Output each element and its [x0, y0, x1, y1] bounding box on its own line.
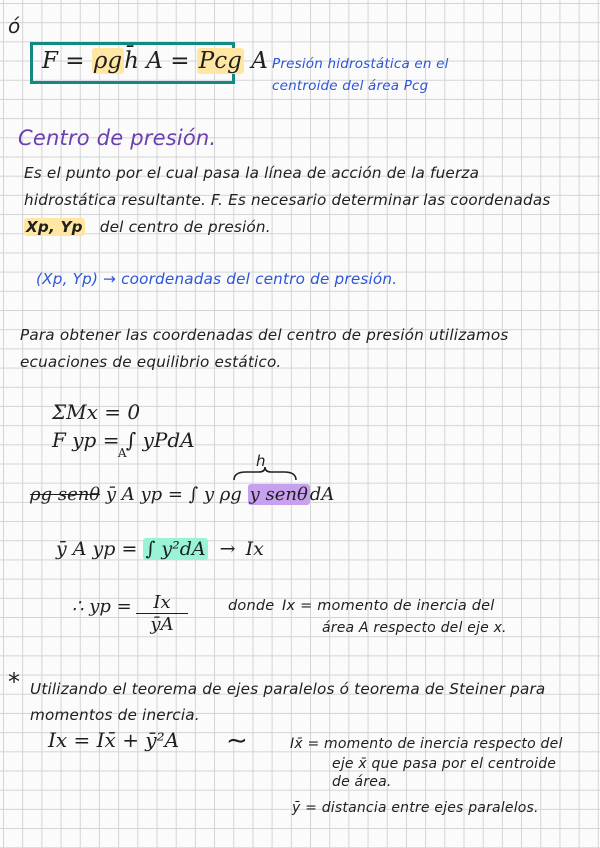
h-bar: h̄	[124, 48, 139, 74]
integral-term-1	[117, 428, 195, 460]
xp-yp-highlight: Xp, Yp	[26, 218, 83, 236]
integral-y-squared-highlight: ∫ y²dA	[145, 538, 206, 560]
formula-note-line-1: Presión hidrostática en el	[272, 56, 449, 72]
curved-arrow-icon: →	[219, 538, 236, 560]
area-symbol-2: A	[251, 48, 268, 74]
hydrostatic-force-formula	[42, 48, 268, 74]
equilibrium-intro-line-1: Para obtener las coordenadas del centro de presión utilizamos	[20, 326, 509, 344]
steiner-intro-line-2: momentos de inercia.	[30, 706, 200, 724]
coordinates-note	[36, 270, 397, 288]
rho-g-highlight: ρg	[93, 48, 123, 74]
fraction-numerator: Ix	[153, 592, 171, 613]
area-symbol: A	[146, 48, 163, 74]
fraction-denominator: ȳA	[150, 614, 174, 635]
yp-fraction	[136, 592, 188, 635]
definition-line-2: hidrostática resultante. F. Es necesario determinar las coordenadas	[24, 191, 551, 209]
definition-line-3-rest: del centro de presión.	[99, 218, 271, 236]
equals-sign: =	[65, 48, 85, 74]
tilde-connector-icon: ∼	[226, 726, 248, 756]
steiner-intro-line-1: Utilizando el teorema de ejes paralelos ó teorema de Steiner para	[30, 680, 546, 698]
moment-equation: ΣMx = 0	[52, 400, 141, 424]
y-bar-a-yp: ȳ A yp =	[105, 484, 183, 505]
donde-label: donde	[228, 598, 275, 614]
y-bar-a-yp-2: ȳ A yp =	[56, 538, 138, 560]
f-yp-term: F yp =	[52, 428, 120, 452]
force-moment-equation	[52, 428, 195, 460]
ix-definition-line-1: Ix = momento de inercia del	[282, 598, 495, 614]
section-title: Centro de presión.	[18, 126, 217, 150]
therefore-symbol: ∴	[72, 596, 84, 617]
steiner-def-line-1: Ix̄ = momento de inercia respecto del	[290, 736, 563, 752]
equilibrium-intro-line-2: ecuaciones de equilibrio estático.	[20, 353, 282, 371]
yp-equals: yp =	[89, 596, 132, 617]
substitution-equation	[30, 484, 334, 505]
steiner-def-line-4: ȳ = distancia entre ejes paralelos.	[292, 800, 539, 816]
formula-note-line-2: centroide del área Pcg	[272, 78, 429, 94]
integral-expression-1: ∫ yPdA	[125, 428, 195, 452]
integral-y-rho-g: ∫ y ρg	[188, 484, 242, 505]
steiner-formula: Ix = Ix̄ + ȳ²A	[48, 728, 180, 752]
definition-line-1: Es el punto por el cual pasa la línea de acción de la fuerza	[24, 164, 480, 182]
cancelled-rho-g-sen: ρg senθ	[30, 484, 101, 505]
y-sen-theta-highlight: y senθ	[249, 484, 308, 505]
force-symbol: F	[42, 48, 58, 74]
yp-result	[72, 596, 132, 617]
coordinates-note-text: coordenadas del centro de presión.	[121, 270, 398, 288]
steiner-def-line-2: eje x̄ que pasa por el centroide	[332, 756, 557, 772]
definition-line-3	[24, 218, 271, 236]
equals-sign-2: =	[170, 48, 190, 74]
integral-subscript-a: A	[117, 446, 127, 460]
right-arrow-icon: →	[103, 270, 117, 288]
ix-definition-line-2: área A respecto del eje x.	[322, 620, 507, 636]
pcg-highlight: Pcg	[198, 48, 242, 74]
top-accent-mark: ó	[8, 14, 21, 38]
curly-brace-icon	[232, 466, 298, 482]
ix-symbol: Ix	[245, 538, 264, 560]
da-term: dA	[309, 484, 335, 505]
second-moment-equation	[56, 538, 264, 560]
brace-label-h: h	[256, 452, 266, 470]
coordinate-pair: (Xp, Yp)	[36, 270, 99, 288]
steiner-def-line-3: de área.	[332, 774, 392, 790]
asterisk-mark: *	[8, 668, 20, 696]
